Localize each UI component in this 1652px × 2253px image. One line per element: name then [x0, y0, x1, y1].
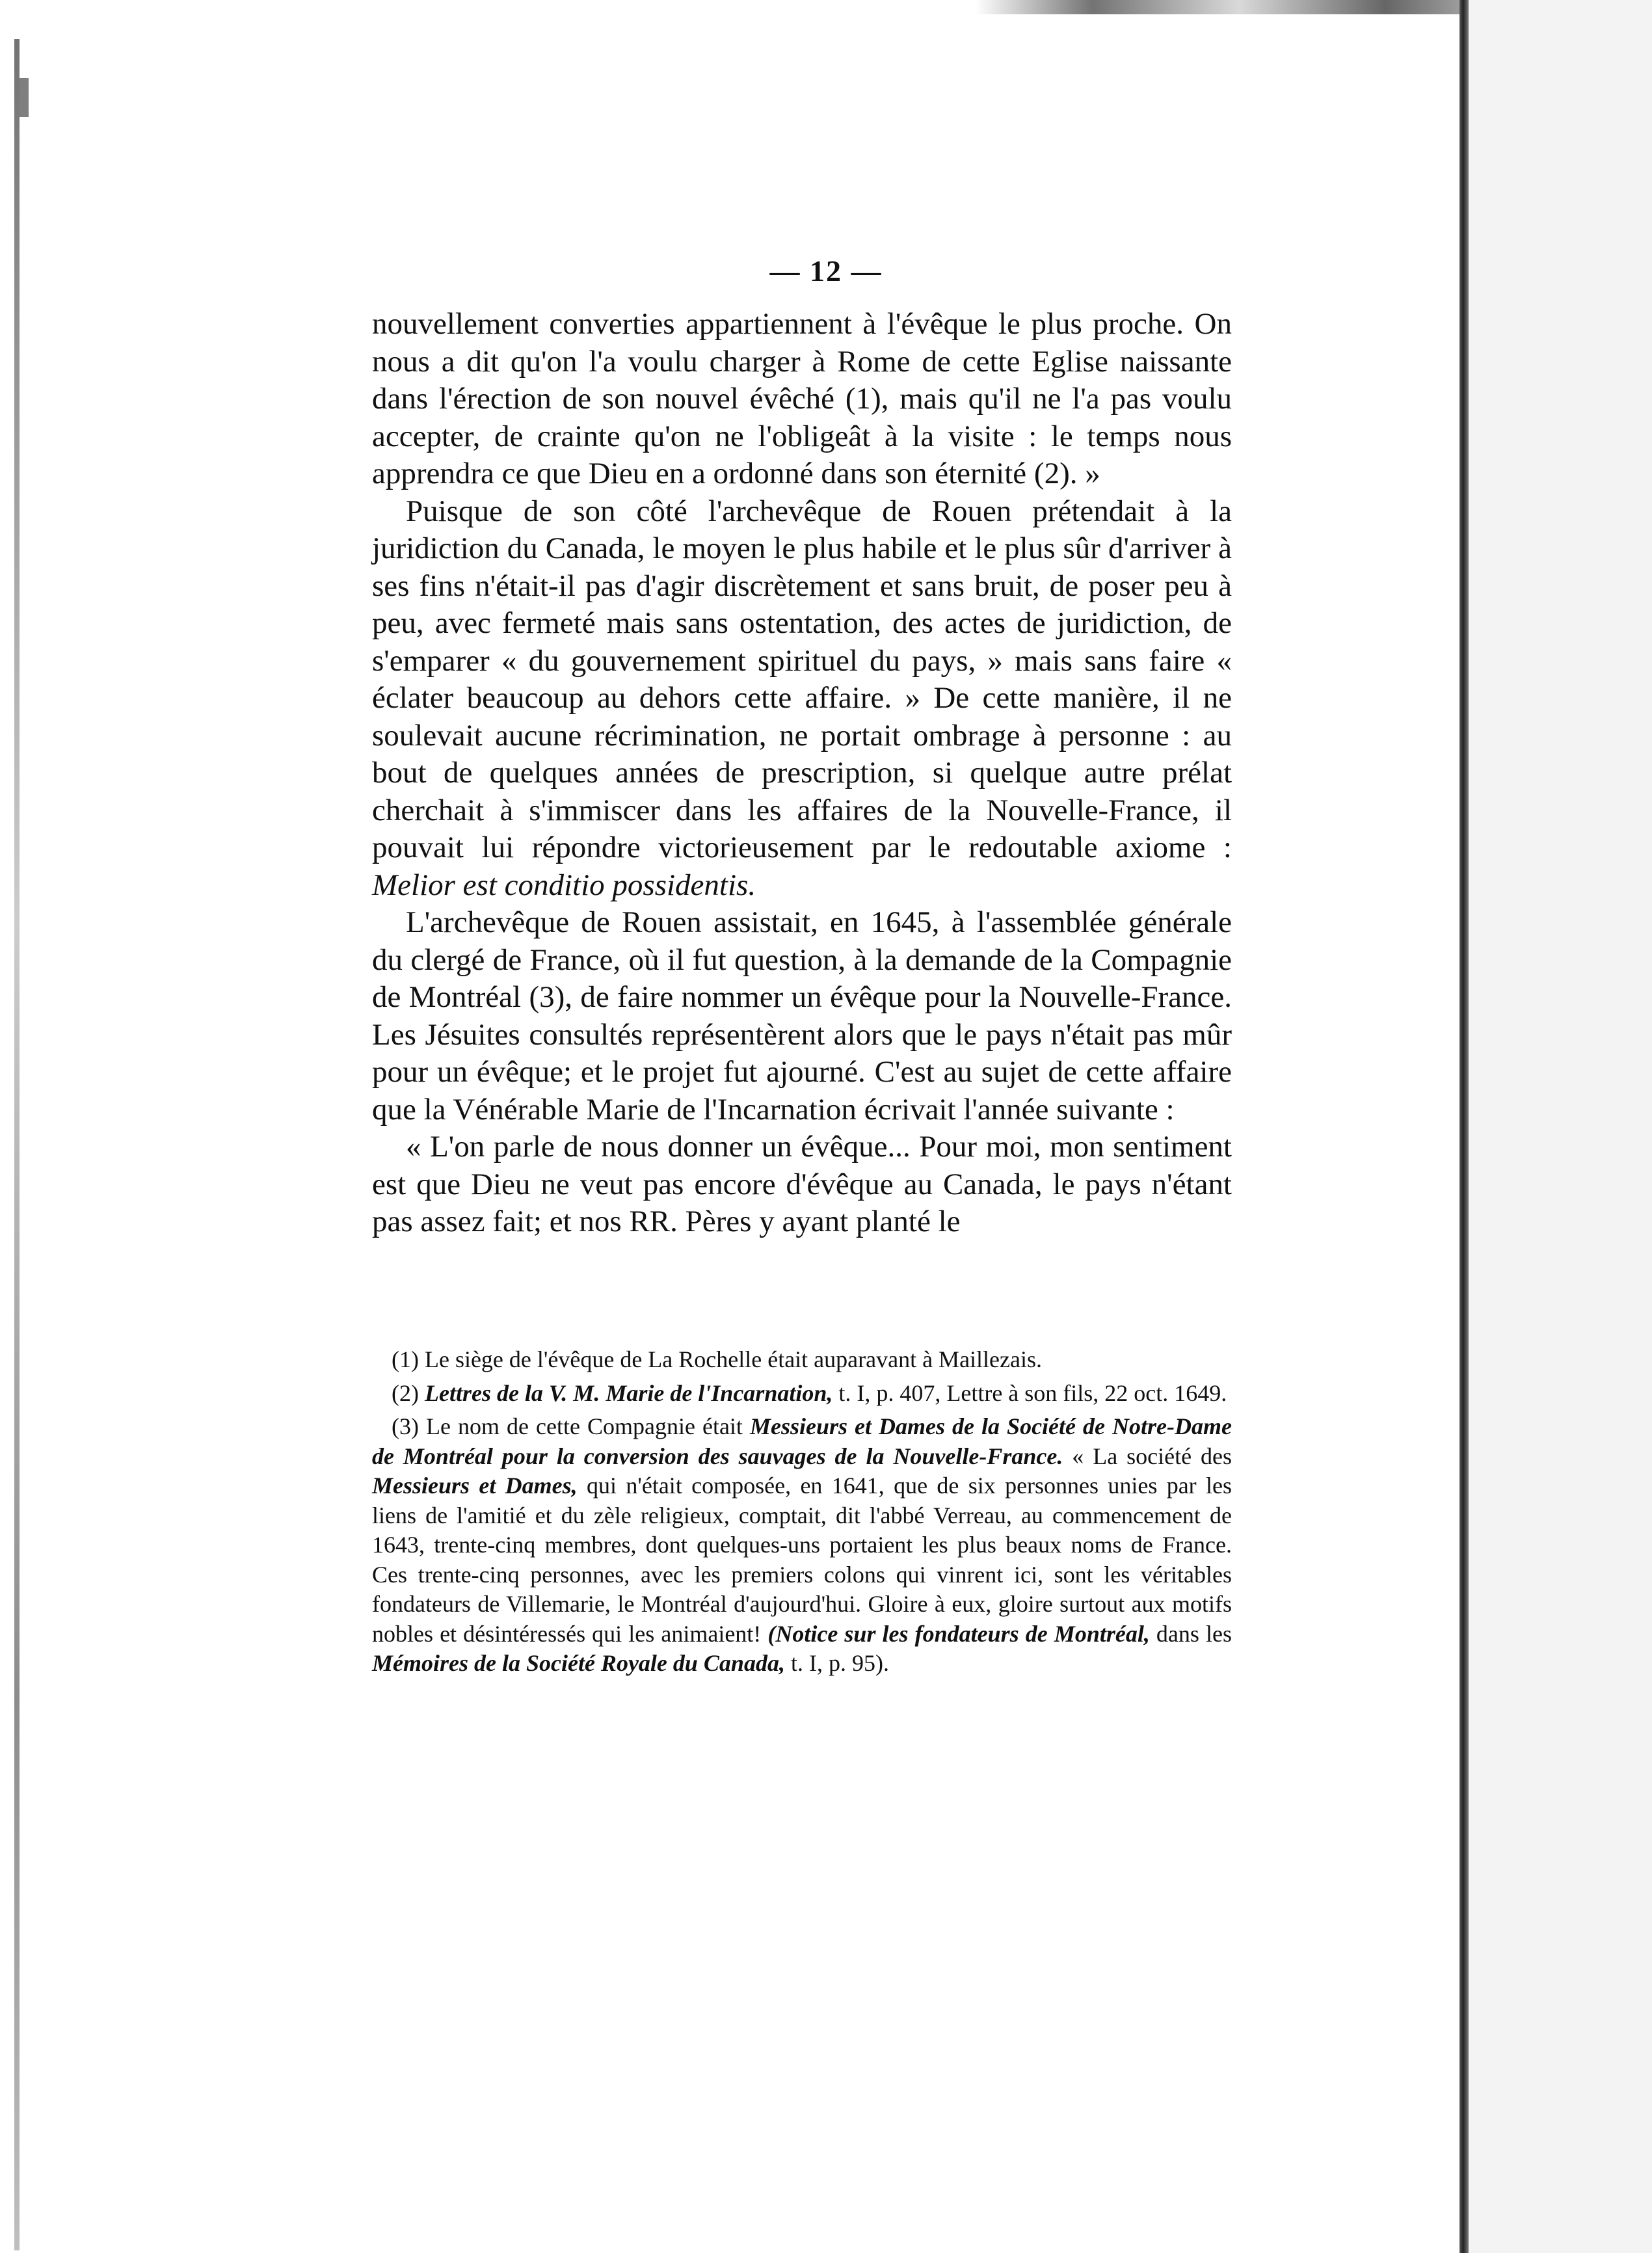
footnotes	[372, 1345, 1232, 1683]
page-number: — 12 —	[769, 254, 883, 287]
scan-mark-left	[20, 78, 29, 117]
footnote-3	[372, 1412, 1232, 1679]
footnote-3-ref: t. I, p. 95).	[784, 1650, 889, 1676]
paragraph-1: nouvellement converties appartiennent à l'évêque le plus proche. On nous a dit qu'on l'a voulu charger à Rome de cette Eglise naissante dans l'érection de son nouvel évêché (1), mais qu'il ne l'a pas voulu accepter, de crainte qu'on ne l'obligeât à la visite : le temps nous apprendra ce que Dieu en a ordonné dans son éternité (2). »	[372, 307, 1232, 490]
adjacent-page-edge	[1469, 0, 1652, 2253]
paragraph-2-text: Puisque de son côté l'archevêque de Rouen prétendait à la juridiction du Canada, le moyen le plus habile et le plus sûr d'arriver à ses fins n'était-il pas d'agir discrètement et sans bruit, de poser peu à peu, avec fermeté mais sans ostentation, des actes de juridiction, de s'emparer « du gouvernement spirituel du pays, » mais sans faire « éclater beaucoup au dehors cette affaire. » De cette manière, il ne soulevait aucune récrimination, ne portait ombrage à personne : au bout de quelques années de prescription, si quelque autre prélat cherchait à s'immiscer dans les affaires de la Nouvelle-France, il pouvait lui répondre victorieusement par le redoutable axiome :	[372, 494, 1232, 864]
footnote-3-memoires-title: Mémoires de la Société Royale du Canada,	[372, 1650, 785, 1676]
footnote-3-body: qui n'était composée, en 1641, que de six personnes unies par les liens de l'amitié et du zèle religieux, comptait, dit l'abbé Verreau, au commencement de 1643, trente-cinq membres, dont quelques-uns portaient les plus beaux noms de France. Ces trente-cinq personnes, avec les premiers colons qui vinrent ici, sont les véritables fondateurs de Villemarie, le Montréal d'aujourd'hui. Gloire à eux, gloire surtout aux motifs nobles et désintéressés qui les animaient!	[372, 1473, 1232, 1647]
paragraph-4: « L'on parle de nous donner un évêque... Pour moi, mon sentiment est que Dieu ne veut pas encore d'évêque au Canada, le pays n'étant pas assez fait; et nos RR. Pères y ayant planté le	[372, 1130, 1232, 1238]
footnote-3-members: Messieurs et Dames,	[372, 1473, 578, 1499]
paragraph-2	[372, 493, 1232, 905]
footnote-1: (1) Le siège de l'évêque de La Rochelle était auparavant à Maillezais.	[392, 1346, 1043, 1372]
main-text-body	[372, 306, 1232, 1241]
page-fold-line	[1459, 0, 1469, 2253]
footnote-2	[372, 1379, 1232, 1409]
footnote-2-title: Lettres de la V. M. Marie de l'Incarnation,	[424, 1380, 833, 1406]
footnote-2-number: (2)	[392, 1380, 425, 1406]
footnote-3-notice-title: (Notice sur les fondateurs de Montréal,	[767, 1620, 1150, 1647]
scan-border-artifact-left	[14, 39, 20, 2250]
footnote-3-dans: dans les	[1149, 1620, 1232, 1647]
paragraph-3: L'archevêque de Rouen assistait, en 1645, à l'assemblée générale du clergé de France, où il fut question, à la demande de la Compagnie de Montréal (3), de faire nommer un évêque pour la Nouvelle-France. Les Jésuites consultés représentèrent alors que le pays n'était pas mûr pour un évêque; et le projet fut ajourné. C'est au sujet de cette affaire que la Vénérable Marie de l'Incarnation écrivait l'année suivante :	[372, 905, 1232, 1126]
footnote-2-ref: t. I, p. 407, Lettre à son fils, 22 oct. 1649.	[833, 1380, 1227, 1406]
latin-axiom: Melior est conditio possidentis.	[372, 868, 756, 902]
footnote-3-society-name: Messieurs et Dames de la Société de Notre-Dame de Montréal pour la conversion des sauvages de la Nouvelle-France.	[372, 1413, 1232, 1469]
footnote-3-intro: (3) Le nom de cette Compagnie était	[392, 1413, 750, 1439]
footnote-3-quote-start: « La société des	[1063, 1443, 1232, 1469]
